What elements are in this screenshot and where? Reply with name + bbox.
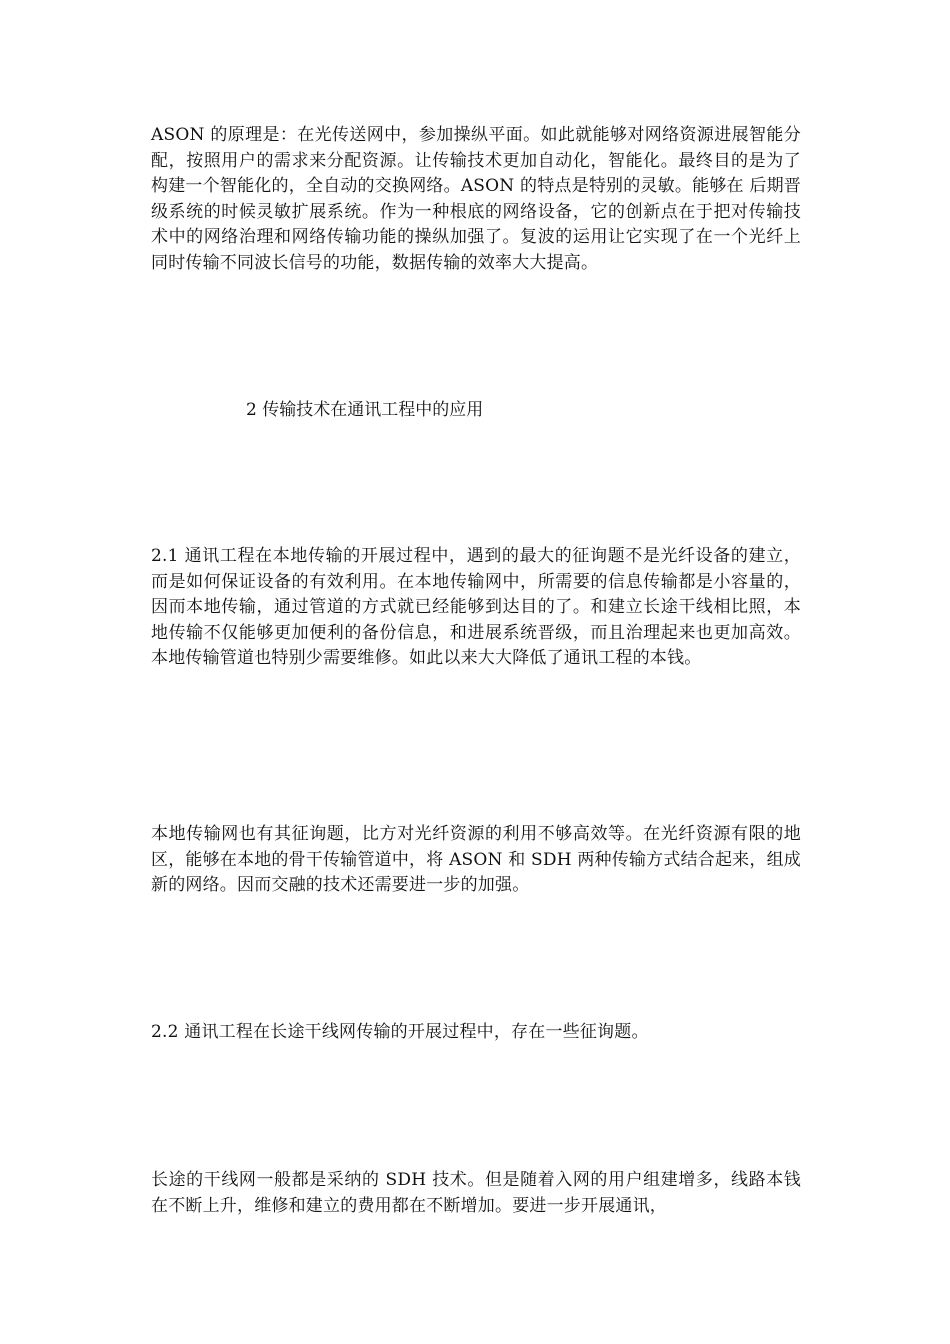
paragraph-local-network-issues: 本地传输网也有其征询题，比方对光纤资源的利用不够高效等。在光纤资源有限的地区，能够在本地的骨干传输管道中，将 ASON 和 SDH 两种传输方式结合起来，组成新的网络。因而交融的技术还需要进一步的加强。 [151, 824, 801, 895]
section-heading-2: 2 传输技术在通讯工程中的应用 [246, 400, 484, 420]
paragraph-long-distance-sdh: 长途的干线网一般都是采纳的 SDH 技术。但是随着入网的用户组建增多，线路本钱在不断上升，维修和建立的费用都在不断增加。要进一步开展通讯， [151, 1170, 801, 1216]
paragraph-2-2-long-distance: 2.2 通讯工程在长途干线网传输的开展过程中，存在一些征询题。 [151, 1022, 649, 1042]
paragraph-2-1-local-transmission: 2.1 通讯工程在本地传输的开展过程中，遇到的最大的征询题不是光纤设备的建立，而是如何保证设备的有效利用。在本地传输网中，所需要的信息传输都是小容量的，因而本地传输，通过管道的方式就已经能够到达目的了。和建立长途干线相比照，本地传输不仅能够更加便利的备份信息，和进展系统晋级，而且治理起来也更加高效。本地传输管道也特别少需要维修。如此以来大大降低了通讯工程的本钱。 [151, 546, 801, 668]
paragraph-ason-principle: ASON 的原理是：在光传送网中，参加操纵平面。如此就能够对网络资源进展智能分配，按照用户的需求来分配资源。让传输技术更加自动化，智能化。最终目的是为了构建一个智能化的，全自动的交换网络。ASON 的特点是特别的灵敏。能够在 后期晋级系统的时候灵敏扩展系统。作为一种根底的网络设备，它的创新点在于把对传输技术中的网络治理和网络传输功能的操纵加强了。复波的运用让它实现了在一个光纤上同时传输不同波长信号的功能，数据传输的效率大大提高。 [151, 125, 801, 273]
